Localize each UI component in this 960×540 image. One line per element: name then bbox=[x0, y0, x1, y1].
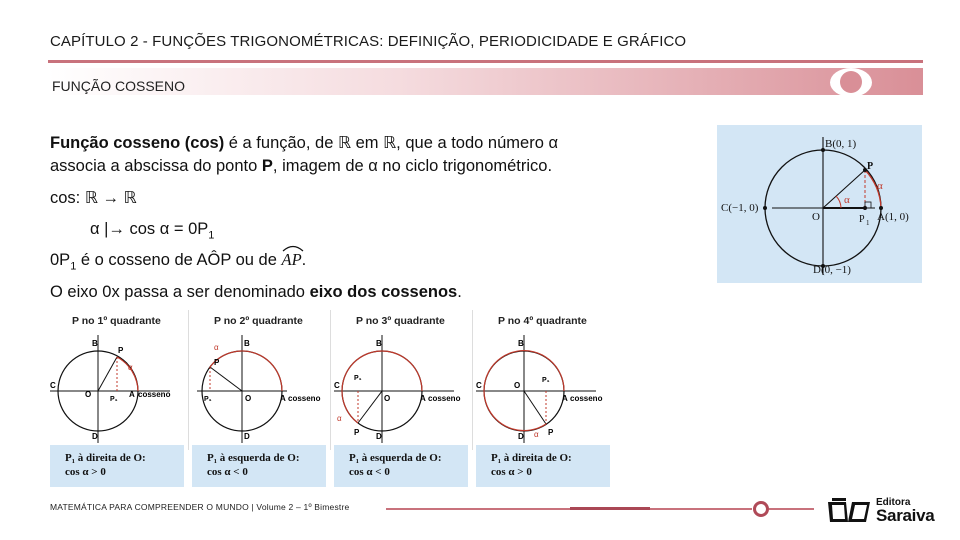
quadrant-1-diagram bbox=[50, 325, 184, 445]
q1-a: A bbox=[129, 390, 135, 399]
quadrant-2-diagram bbox=[192, 325, 326, 445]
arc-hat bbox=[282, 244, 304, 252]
mapping-text: α |→ cos α = 0P bbox=[90, 220, 209, 238]
quadrant-4-note bbox=[476, 445, 610, 487]
q3-axis: cosseno bbox=[428, 394, 461, 403]
q3-o: O bbox=[384, 394, 391, 403]
definition-line-1 bbox=[50, 133, 558, 153]
footer-rule-accent bbox=[570, 507, 650, 510]
logo-publisher-small: Editora bbox=[876, 497, 911, 508]
quadrant-2-note-line1: P₁ à esquerda de O: bbox=[207, 452, 300, 464]
definition-text-2b: , imagem de α no ciclo trigonométrico. bbox=[272, 157, 553, 175]
cos-desc-sub: 1 bbox=[70, 260, 77, 273]
q3-d: D bbox=[376, 432, 382, 441]
function-signature: cos: ℝ → ℝ bbox=[50, 189, 137, 207]
quadrant-divider bbox=[472, 310, 473, 450]
axis-desc-a: O eixo 0x passa a ser denominado bbox=[50, 283, 310, 301]
definition-line-2 bbox=[50, 156, 552, 176]
definition-term: Função cosseno (cos) bbox=[50, 134, 225, 152]
logo-publisher-name: Saraiva bbox=[876, 506, 935, 525]
section-title: FUNÇÃO COSSENO bbox=[52, 78, 186, 94]
quadrant-3-figure bbox=[334, 307, 468, 487]
saraiva-book-icon bbox=[826, 496, 872, 524]
quadrant-4-title: P no 4º quadrante bbox=[498, 315, 587, 327]
q2-a: A bbox=[280, 394, 286, 403]
q4-d: D bbox=[518, 432, 524, 441]
q3-p: P bbox=[354, 428, 360, 437]
q3-alpha: α bbox=[337, 414, 342, 423]
label-p1: P bbox=[859, 214, 865, 225]
function-mapping bbox=[90, 219, 214, 245]
footer-rule bbox=[386, 508, 752, 510]
q2-d: D bbox=[244, 432, 250, 441]
quadrant-4-note-line2: cos α > 0 bbox=[491, 466, 532, 478]
q1-p: P bbox=[118, 346, 124, 355]
label-d: D(0, −1) bbox=[813, 264, 851, 276]
label-alpha-angle: α bbox=[844, 194, 850, 206]
q1-c: C bbox=[50, 381, 56, 390]
q2-p: P bbox=[214, 358, 220, 367]
q4-alpha: α bbox=[534, 430, 539, 439]
q3-b: B bbox=[376, 339, 382, 348]
label-b: B(0, 1) bbox=[825, 138, 857, 150]
chapter-title: CAPÍTULO 2 - FUNÇÕES TRIGONOMÉTRICAS: DEFINIÇÃO, PERIODICIDADE E GRÁFICO bbox=[50, 33, 687, 50]
quadrant-4-diagram bbox=[476, 325, 610, 445]
q2-p1: P₁ bbox=[204, 396, 212, 403]
cos-desc-a: 0P bbox=[50, 251, 71, 269]
q4-p: P bbox=[548, 428, 554, 437]
q1-b: B bbox=[92, 339, 98, 348]
quadrant-1-figure bbox=[50, 307, 184, 487]
quadrant-1-title: P no 1º quadrante bbox=[72, 315, 161, 327]
q4-a: A bbox=[562, 394, 568, 403]
q2-alpha: α bbox=[214, 343, 219, 352]
quadrant-2-figure bbox=[192, 307, 326, 487]
trig-circle-svg bbox=[717, 125, 922, 283]
label-p: P bbox=[867, 161, 874, 172]
quadrant-2-title: P no 2º quadrante bbox=[214, 315, 303, 327]
label-alpha-arc: α bbox=[877, 180, 883, 192]
axis-desc-c: . bbox=[457, 283, 462, 301]
quadrant-3-title: P no 3º quadrante bbox=[356, 315, 445, 327]
quadrant-2-note bbox=[192, 445, 326, 487]
label-p1-sub: 1 bbox=[866, 219, 870, 227]
footer-ring bbox=[753, 501, 769, 517]
q3-p1: P₁ bbox=[354, 375, 362, 382]
quadrant-divider bbox=[330, 310, 331, 450]
q4-c: C bbox=[476, 381, 482, 390]
q2-axis: cosseno bbox=[288, 394, 321, 403]
label-a: A(1, 0) bbox=[877, 211, 909, 223]
arc-ap-text: AP bbox=[281, 250, 302, 269]
q4-axis: cosseno bbox=[570, 394, 603, 403]
q2-b: B bbox=[244, 339, 250, 348]
q1-o: O bbox=[85, 390, 92, 399]
quadrant-1-note-line1: P₁ à direita de O: bbox=[65, 452, 146, 464]
quadrant-3-note-line2: cos α < 0 bbox=[349, 466, 390, 478]
axis-description bbox=[50, 282, 462, 302]
quadrant-1-note bbox=[50, 445, 184, 487]
axis-term: eixo dos cossenos bbox=[309, 283, 458, 301]
definition-text-1: é a função, de ℝ em ℝ, que a todo número α bbox=[224, 134, 558, 152]
header-rule bbox=[48, 60, 923, 63]
q4-b: B bbox=[518, 339, 524, 348]
quadrant-3-diagram bbox=[334, 325, 468, 445]
quadrant-3-note bbox=[334, 445, 468, 487]
footer-rule-end bbox=[769, 508, 814, 510]
trig-circle-figure bbox=[717, 125, 922, 283]
cos-desc-b: é o cosseno de AÔP ou de bbox=[76, 251, 282, 269]
q1-d: D bbox=[92, 432, 98, 441]
q2-o: O bbox=[245, 394, 252, 403]
q3-a: A bbox=[420, 394, 426, 403]
quadrant-1-note-line2: cos α > 0 bbox=[65, 466, 106, 478]
arc-ap bbox=[282, 250, 302, 269]
q3-c: C bbox=[334, 381, 340, 390]
q1-p1: P₁ bbox=[110, 396, 118, 403]
footer-text: MATEMÁTICA PARA COMPREENDER O MUNDO | Volume 2 – 1º Bimestre bbox=[50, 502, 350, 512]
q1-alpha: α bbox=[128, 363, 133, 372]
cos-desc-c: . bbox=[301, 251, 307, 269]
band-dot bbox=[840, 71, 862, 93]
quadrant-2-note-line2: cos α < 0 bbox=[207, 466, 248, 478]
quadrant-4-note-line1: P₁ à direita de O: bbox=[491, 452, 572, 464]
quadrant-3-note-line1: P₁ à esquerda de O: bbox=[349, 452, 442, 464]
q1-axis: cosseno bbox=[138, 390, 171, 399]
cosine-description bbox=[50, 250, 306, 276]
q4-o: O bbox=[514, 381, 521, 390]
mapping-sub: 1 bbox=[208, 229, 215, 242]
definition-text-2a: associa a abscissa do ponto bbox=[50, 157, 262, 175]
label-c: C(−1, 0) bbox=[721, 202, 759, 214]
label-o: O bbox=[812, 211, 820, 223]
quadrant-divider bbox=[188, 310, 189, 450]
point-p: P bbox=[261, 157, 273, 175]
quadrant-4-figure bbox=[476, 307, 610, 487]
q4-p1: P₁ bbox=[542, 377, 550, 384]
